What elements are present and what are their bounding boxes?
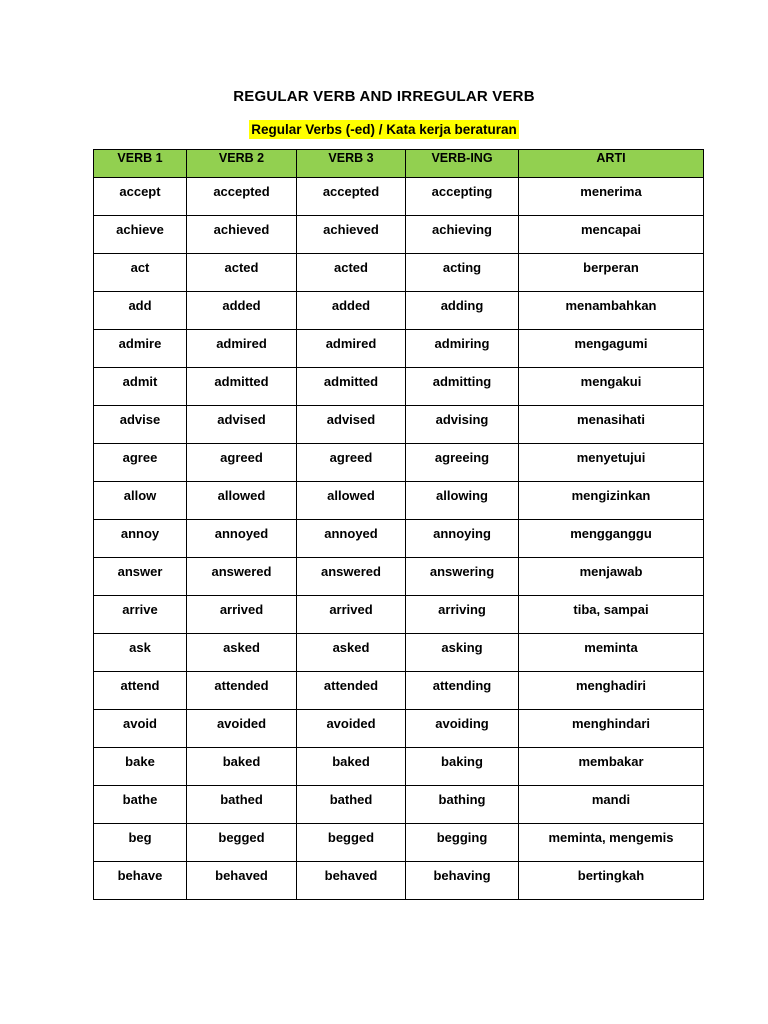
cell-verb2: avoided <box>187 710 297 748</box>
cell-arti: tiba, sampai <box>519 596 704 634</box>
cell-verb-ing: begging <box>406 824 519 862</box>
cell-verb3: annoyed <box>297 520 406 558</box>
cell-verb2: bathed <box>187 786 297 824</box>
cell-verb1: advise <box>94 406 187 444</box>
cell-verb3: allowed <box>297 482 406 520</box>
cell-verb2: admitted <box>187 368 297 406</box>
cell-verb3: behaved <box>297 862 406 900</box>
cell-verb2: accepted <box>187 178 297 216</box>
cell-verb3: advised <box>297 406 406 444</box>
cell-arti: meminta <box>519 634 704 672</box>
cell-verb3: arrived <box>297 596 406 634</box>
cell-verb3: agreed <box>297 444 406 482</box>
cell-verb-ing: annoying <box>406 520 519 558</box>
cell-verb3: bathed <box>297 786 406 824</box>
cell-verb-ing: attending <box>406 672 519 710</box>
table-row <box>94 520 704 558</box>
cell-verb2: behaved <box>187 862 297 900</box>
subtitle-container <box>0 120 768 139</box>
cell-verb1: answer <box>94 558 187 596</box>
cell-verb1: accept <box>94 178 187 216</box>
table-row <box>94 862 704 900</box>
verb-table <box>93 149 704 900</box>
cell-verb2: admired <box>187 330 297 368</box>
cell-arti: mengganggu <box>519 520 704 558</box>
cell-verb3: avoided <box>297 710 406 748</box>
table-row <box>94 558 704 596</box>
cell-arti: mandi <box>519 786 704 824</box>
cell-verb1: agree <box>94 444 187 482</box>
cell-verb-ing: bathing <box>406 786 519 824</box>
cell-verb2: advised <box>187 406 297 444</box>
cell-arti: menghindari <box>519 710 704 748</box>
cell-verb-ing: acting <box>406 254 519 292</box>
cell-verb1: admire <box>94 330 187 368</box>
cell-verb1: bake <box>94 748 187 786</box>
cell-arti: meminta, mengemis <box>519 824 704 862</box>
cell-verb1: behave <box>94 862 187 900</box>
cell-verb-ing: arriving <box>406 596 519 634</box>
cell-arti: bertingkah <box>519 862 704 900</box>
cell-verb3: baked <box>297 748 406 786</box>
cell-verb3: admitted <box>297 368 406 406</box>
cell-verb-ing: agreeing <box>406 444 519 482</box>
table-row <box>94 786 704 824</box>
cell-verb2: begged <box>187 824 297 862</box>
cell-verb1: act <box>94 254 187 292</box>
cell-verb1: attend <box>94 672 187 710</box>
cell-arti: menjawab <box>519 558 704 596</box>
table-row <box>94 178 704 216</box>
header-row <box>94 150 704 178</box>
table-row <box>94 292 704 330</box>
cell-verb-ing: allowing <box>406 482 519 520</box>
table-row <box>94 748 704 786</box>
cell-verb-ing: admiring <box>406 330 519 368</box>
cell-verb2: allowed <box>187 482 297 520</box>
cell-verb2: arrived <box>187 596 297 634</box>
cell-verb2: annoyed <box>187 520 297 558</box>
cell-arti: membakar <box>519 748 704 786</box>
cell-arti: menghadiri <box>519 672 704 710</box>
cell-verb3: begged <box>297 824 406 862</box>
cell-verb-ing: accepting <box>406 178 519 216</box>
cell-verb1: admit <box>94 368 187 406</box>
cell-verb1: ask <box>94 634 187 672</box>
header-verb3: VERB 3 <box>297 150 406 178</box>
cell-arti: mencapai <box>519 216 704 254</box>
cell-arti: menyetujui <box>519 444 704 482</box>
cell-verb2: acted <box>187 254 297 292</box>
table-row <box>94 672 704 710</box>
table-row <box>94 406 704 444</box>
cell-verb-ing: avoiding <box>406 710 519 748</box>
page-title: REGULAR VERB AND IRREGULAR VERB <box>233 88 535 105</box>
cell-verb1: bathe <box>94 786 187 824</box>
table-row <box>94 634 704 672</box>
cell-arti: menerima <box>519 178 704 216</box>
header-arti: ARTI <box>519 150 704 178</box>
cell-verb-ing: asking <box>406 634 519 672</box>
cell-verb-ing: adding <box>406 292 519 330</box>
cell-verb-ing: advising <box>406 406 519 444</box>
cell-verb1: annoy <box>94 520 187 558</box>
cell-arti: menambahkan <box>519 292 704 330</box>
table-row <box>94 710 704 748</box>
table-row <box>94 596 704 634</box>
cell-verb2: answered <box>187 558 297 596</box>
cell-verb2: added <box>187 292 297 330</box>
cell-arti: berperan <box>519 254 704 292</box>
cell-verb-ing: baking <box>406 748 519 786</box>
cell-verb1: beg <box>94 824 187 862</box>
cell-verb2: baked <box>187 748 297 786</box>
cell-verb1: achieve <box>94 216 187 254</box>
cell-verb3: acted <box>297 254 406 292</box>
cell-verb2: achieved <box>187 216 297 254</box>
cell-verb3: added <box>297 292 406 330</box>
subtitle: Regular Verbs (-ed) / Kata kerja beraturan <box>251 122 517 137</box>
cell-verb3: attended <box>297 672 406 710</box>
cell-verb-ing: answering <box>406 558 519 596</box>
table-row <box>94 444 704 482</box>
header-verb2: VERB 2 <box>187 150 297 178</box>
cell-arti: mengagumi <box>519 330 704 368</box>
cell-verb1: avoid <box>94 710 187 748</box>
cell-verb2: attended <box>187 672 297 710</box>
table-body <box>94 178 704 900</box>
cell-verb-ing: behaving <box>406 862 519 900</box>
cell-arti: mengizinkan <box>519 482 704 520</box>
table-row <box>94 824 704 862</box>
cell-verb-ing: admitting <box>406 368 519 406</box>
header-verb-ing: VERB-ING <box>406 150 519 178</box>
cell-verb-ing: achieving <box>406 216 519 254</box>
cell-arti: menasihati <box>519 406 704 444</box>
table-row <box>94 254 704 292</box>
table-row <box>94 368 704 406</box>
table-header <box>94 150 704 178</box>
cell-verb1: allow <box>94 482 187 520</box>
cell-verb1: arrive <box>94 596 187 634</box>
cell-verb2: agreed <box>187 444 297 482</box>
cell-verb3: admired <box>297 330 406 368</box>
header-verb1: VERB 1 <box>94 150 187 178</box>
cell-verb3: answered <box>297 558 406 596</box>
cell-verb3: asked <box>297 634 406 672</box>
cell-verb3: achieved <box>297 216 406 254</box>
cell-arti: mengakui <box>519 368 704 406</box>
cell-verb1: add <box>94 292 187 330</box>
cell-verb3: accepted <box>297 178 406 216</box>
table-row <box>94 330 704 368</box>
table-row <box>94 216 704 254</box>
cell-verb2: asked <box>187 634 297 672</box>
table-row <box>94 482 704 520</box>
